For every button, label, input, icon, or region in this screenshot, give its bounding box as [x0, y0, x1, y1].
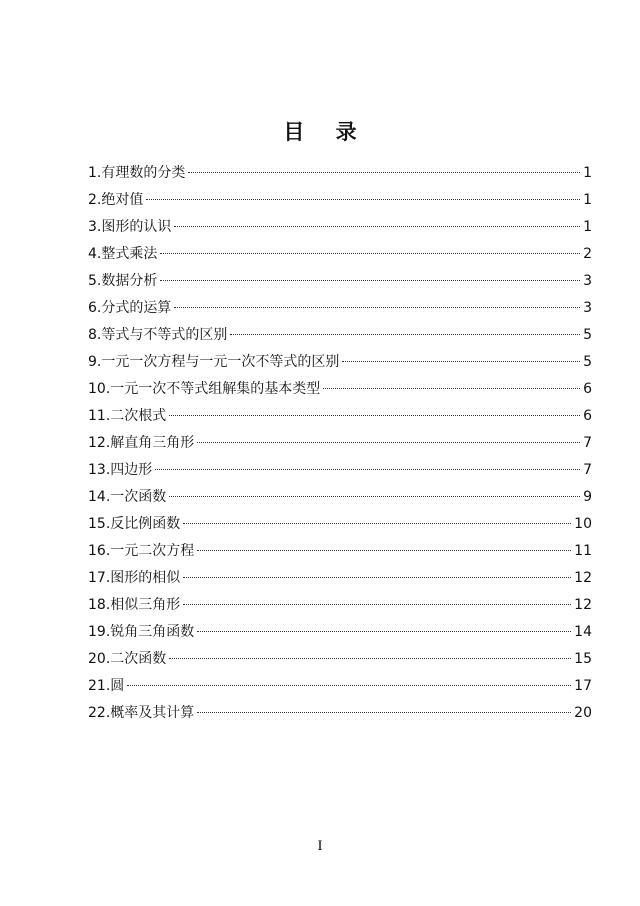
toc-dot-leader — [127, 685, 571, 686]
toc-entry[interactable] — [88, 214, 592, 241]
toc-entry[interactable] — [88, 160, 592, 187]
toc-entry-page-number: 1 — [583, 219, 592, 235]
toc-dot-leader — [197, 712, 571, 713]
toc-entry[interactable] — [88, 349, 592, 376]
toc-entry-label: 1.有理数的分类 — [88, 165, 186, 181]
toc-entry-page-number: 7 — [583, 435, 592, 451]
toc-entry-label: 12.解直角三角形 — [88, 435, 195, 451]
toc-entry-page-number: 6 — [583, 408, 592, 424]
toc-dot-leader — [155, 469, 580, 470]
toc-entry-label: 9.一元一次方程与一元一次不等式的区别 — [88, 354, 340, 370]
toc-entry-page-number: 17 — [574, 678, 592, 694]
toc-entry-label: 22.概率及其计算 — [88, 705, 195, 721]
toc-dot-leader — [323, 388, 580, 389]
page-number: I — [317, 838, 323, 854]
toc-entry-page-number: 3 — [583, 273, 592, 289]
toc-dot-leader — [197, 442, 580, 443]
toc-dot-leader — [146, 199, 580, 200]
toc-dot-leader — [230, 334, 580, 335]
toc-dot-leader — [169, 496, 580, 497]
toc-entry-page-number: 7 — [583, 462, 592, 478]
toc-entry-page-number: 20 — [574, 705, 592, 721]
toc-entry-label: 10.一元一次不等式组解集的基本类型 — [88, 381, 321, 397]
toc-entry[interactable] — [88, 187, 592, 214]
toc-dot-leader — [160, 253, 580, 254]
toc-entry-label: 5.数据分析 — [88, 273, 158, 289]
toc-entry-label: 16.一元二次方程 — [88, 543, 195, 559]
toc-entry[interactable] — [88, 565, 592, 592]
toc-entry[interactable] — [88, 295, 592, 322]
toc-entry[interactable] — [88, 592, 592, 619]
toc-dot-leader — [183, 577, 571, 578]
toc-entry-label: 15.反比例函数 — [88, 516, 181, 532]
toc-entry-page-number: 5 — [583, 354, 592, 370]
toc-entry-label: 18.相似三角形 — [88, 597, 181, 613]
toc-entry[interactable] — [88, 430, 592, 457]
toc-dot-leader — [197, 550, 571, 551]
toc-entry-page-number: 6 — [583, 381, 592, 397]
toc-entry[interactable] — [88, 457, 592, 484]
toc-entry-page-number: 2 — [583, 246, 592, 262]
toc-entry-page-number: 10 — [574, 516, 592, 532]
toc-entry-label: 17.图形的相似 — [88, 570, 181, 586]
toc-entry-label: 8.等式与不等式的区别 — [88, 327, 228, 343]
toc-entry[interactable] — [88, 376, 592, 403]
toc-entry-page-number: 12 — [574, 570, 592, 586]
toc-dot-leader — [342, 361, 580, 362]
toc-dot-leader — [169, 658, 571, 659]
toc-entry-page-number: 14 — [574, 624, 592, 640]
toc-entry-page-number: 12 — [574, 597, 592, 613]
toc-entry[interactable] — [88, 646, 592, 673]
toc-dot-leader — [188, 172, 580, 173]
toc-dot-leader — [169, 415, 580, 416]
toc-dot-leader — [183, 523, 571, 524]
toc-entry-label: 14.一次函数 — [88, 489, 167, 505]
toc-dot-leader — [174, 307, 580, 308]
toc-entry-label: 3.图形的认识 — [88, 219, 172, 235]
toc-entry-page-number: 3 — [583, 300, 592, 316]
toc-entry-label: 21.圆 — [88, 678, 125, 694]
toc-entry[interactable] — [88, 619, 592, 646]
toc-entry-page-number: 15 — [574, 651, 592, 667]
toc-entry[interactable] — [88, 403, 592, 430]
toc-title: 目 录 — [283, 120, 369, 144]
toc-entry[interactable] — [88, 673, 592, 700]
toc-entry-page-number: 1 — [583, 192, 592, 208]
toc-list — [88, 160, 592, 727]
toc-entry-page-number: 1 — [583, 165, 592, 181]
toc-entry-page-number: 5 — [583, 327, 592, 343]
toc-entry-label: 2.绝对值 — [88, 192, 144, 208]
toc-dot-leader — [174, 226, 580, 227]
toc-dot-leader — [183, 604, 571, 605]
toc-entry[interactable] — [88, 241, 592, 268]
toc-dot-leader — [160, 280, 580, 281]
toc-entry-label: 4.整式乘法 — [88, 246, 158, 262]
toc-entry[interactable] — [88, 511, 592, 538]
toc-entry-label: 13.四边形 — [88, 462, 153, 478]
toc-entry-page-number: 9 — [583, 489, 592, 505]
toc-dot-leader — [197, 631, 571, 632]
toc-entry-label: 11.二次根式 — [88, 408, 167, 424]
toc-entry-label: 6.分式的运算 — [88, 300, 172, 316]
toc-entry[interactable] — [88, 484, 592, 511]
toc-entry[interactable] — [88, 700, 592, 727]
toc-entry[interactable] — [88, 322, 592, 349]
toc-entry[interactable] — [88, 268, 592, 295]
toc-entry-page-number: 11 — [574, 543, 592, 559]
toc-entry-label: 20.二次函数 — [88, 651, 167, 667]
toc-entry[interactable] — [88, 538, 592, 565]
toc-entry-label: 19.锐角三角函数 — [88, 624, 195, 640]
